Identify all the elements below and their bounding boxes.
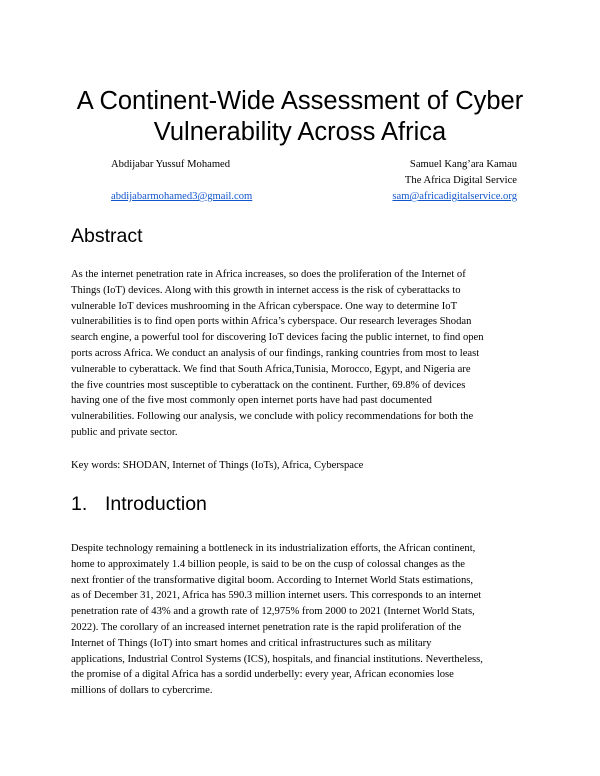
text-line: ports across Africa. We conduct an analysis of our findings, ranking countries from most to least (71, 347, 480, 359)
introduction-paragraph (71, 541, 531, 699)
text-line: vulnerabilities is to find open ports within Africa’s cyberspace. Our research leverages Shodan (71, 316, 472, 328)
text-line: Despite technology remaining a bottleneck in its industrialization efforts, the African continent, (71, 543, 476, 554)
paper-title (40, 86, 560, 148)
title-line: Vulnerability Across Africa (153, 118, 447, 146)
section-title: Introduction (105, 493, 207, 515)
text-line: search engine, a powerful tool for discovering IoT devices facing the public internet, to find open (71, 332, 484, 344)
section-number: 1. (71, 493, 88, 515)
abstract-heading: Abstract (71, 225, 143, 247)
keywords: Key words: SHODAN, Internet of Things (IoTs), Africa, Cyberspace (71, 460, 364, 471)
text-line: vulnerabilities. Following our analysis, we conclude with policy recommendations for both the (71, 411, 474, 423)
text-line: penetration rate of 43% and a growth rate of 12,975% from 2000 to 2021 (Internet World Stats, (71, 606, 475, 618)
text-line: applications, Industrial Control Systems (ICS), hospitals, and financial institutions. Nevertheless, (71, 653, 483, 665)
author-name: Samuel Kang’ara Kamau (409, 159, 517, 170)
introduction-heading (71, 492, 207, 516)
text-line: Things (IoT) devices. Along with this growth in internet access is the risk of cyberattacks to (71, 284, 461, 296)
text-line: next frontier of the transformative digital boom. According to Internet World Stats estimations, (71, 574, 474, 586)
author-left (111, 157, 252, 205)
author-right (392, 157, 517, 205)
text-line: vulnerable to cyberattack. We find that South Africa,Tunisia, Morocco, Egypt, and Nigeria are (71, 363, 471, 375)
text-line: as of December 31, 2021, Africa has 590.3 million internet users. This corresponds to an internet (71, 590, 482, 602)
text-line: Internet of Things (IoT) into smart homes and critical infrastructures such as military (71, 637, 432, 649)
author-email-link[interactable]: sam@africadigitalservice.org (392, 191, 517, 202)
title-line: A Continent-Wide Assessment of Cyber (76, 87, 524, 115)
text-line: home to approximately 1.4 billion people, is said to be on the cusp of colossal changes as the (71, 558, 465, 570)
text-line: vulnerable IoT devices mushrooming in the African cyberspace. One way to determine IoT (71, 300, 458, 312)
author-name: Abdijabar Yussuf Mohamed (111, 159, 231, 170)
text-line: As the internet penetration rate in Africa increases, so does the proliferation of the Internet of (71, 269, 466, 280)
abstract-paragraph (71, 267, 531, 441)
author-email-link[interactable]: abdijabarmohamed3@gmail.com (111, 191, 253, 202)
text-line: the promise of a digital Africa has a sordid underbelly: every year, African economies lose (71, 669, 454, 681)
author-affiliation: The Africa Digital Service (404, 175, 517, 186)
text-line: having one of the five most commonly open internet ports have had past documented (71, 395, 432, 407)
text-line: 2022). The corollary of an increased internet penetration rate is the rapid proliferation of the (71, 621, 462, 633)
text-line: public and private sector. (71, 426, 178, 438)
text-line: millions of dollars to cybercrime. (71, 685, 213, 697)
text-line: the five countries most susceptible to cyberattack on the continent. Further, 69.8% of devices (71, 379, 466, 391)
